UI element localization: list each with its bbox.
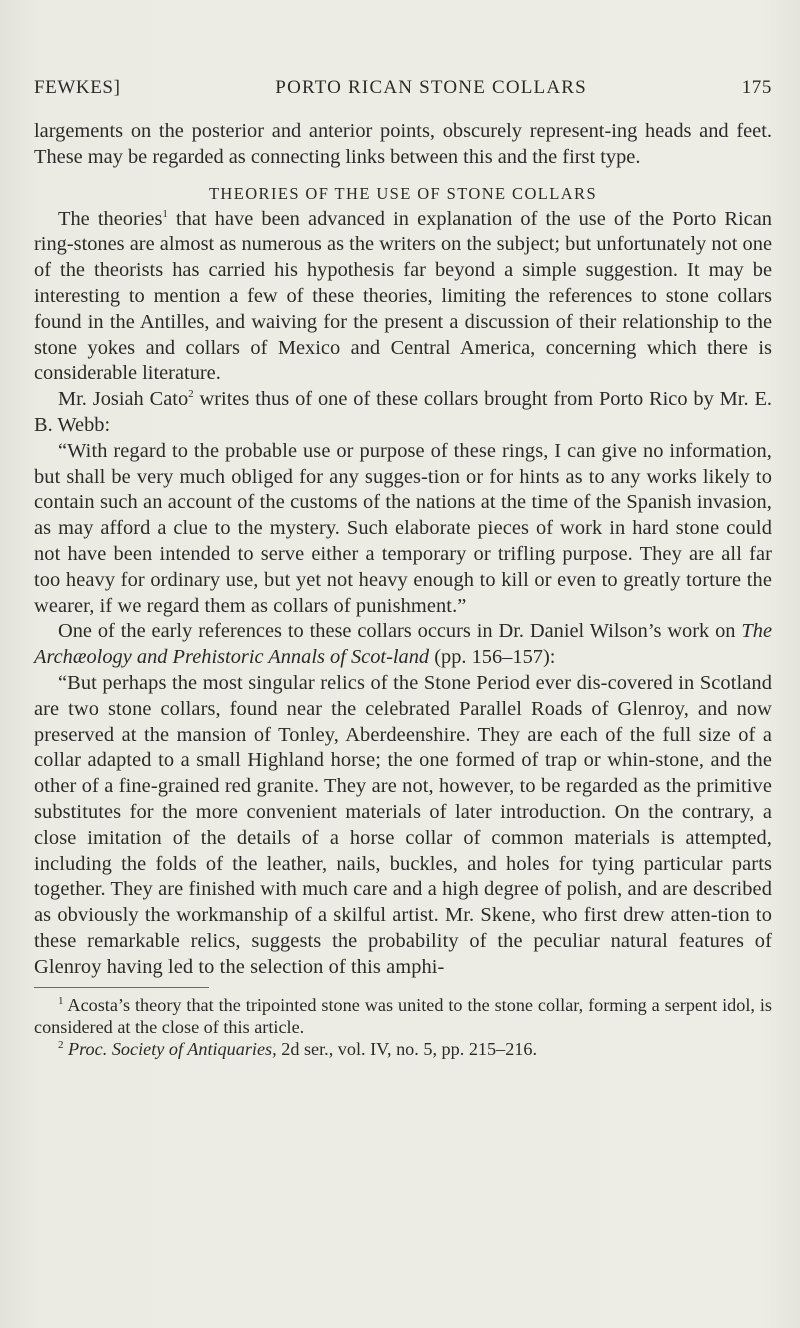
- paragraph-wilson-rest: (pp. 156–157):: [429, 646, 556, 669]
- running-head-author: FEWKES]: [34, 77, 121, 98]
- running-head-title: PORTO RICAN STONE COLLARS: [275, 77, 587, 98]
- page-number: 175: [741, 77, 772, 98]
- footnote-2-journal: Proc. Society of Antiquaries,: [63, 1038, 277, 1059]
- footnote-2-text: 2d ser., vol. IV, no. 5, pp. 215–216.: [276, 1038, 538, 1059]
- section-heading: THEORIES OF THE USE OF STONE COLLARS: [208, 183, 598, 203]
- book-title: The Archæology and Prehistoric Annals of Scot-land: [34, 620, 772, 669]
- paragraph-wilson-start: One of the early references to these collars occurs in Dr. Daniel Wilson’s work on: [58, 620, 742, 643]
- footnote-2: [34, 1038, 772, 1060]
- paragraph-cato: [34, 387, 772, 439]
- paragraph-theories-rest: that have been advanced in explanation of the use of the Porto Rican ring-stones are almost as numerous as the writers on the subject; but unfortunately not one of the theorists has carried his hypothesis far beyond a simple suggestion. It may be interesting to mention a few of these theories, limiting the references to stone collars found in the Antilles, and waiving for the present a discussion of their relationship to the stone yokes and collars of Mexico and Central America, concerning which there is considerable literature.: [34, 207, 772, 385]
- footnote-2-mark: 2: [58, 1038, 64, 1051]
- footnote-ref-1[interactable]: 1: [162, 207, 168, 220]
- footnote-1-mark: 1: [58, 994, 64, 1007]
- footnote-ref-2[interactable]: 2: [188, 388, 194, 401]
- paragraph-continuation: largements on the posterior and anterior points, obscurely represent-ing heads and feet. These may be regarded as connecting links between this and the first type.: [34, 120, 772, 168]
- footnote-1-text: Acosta’s theory that the tripointed stone was united to the stone collar, forming a serpent idol, is considered at the close of this article.: [34, 994, 772, 1037]
- paragraph-cato-rest: writes thus of one of these collars brought from Porto Rico by Mr. E. B. Webb:: [34, 388, 773, 436]
- quote-cato: “With regard to the probable use or purpose of these rings, I can give no information, but shall be very much obliged for any sugges-tion or for hints as to any works likely to contain such an account of the customs of the nations at the time of the Spanish invasion, as may afford a clue to the mystery. Such elaborate pieces of work in hard stone could not have been intended to serve either a temporary or trifling purpose. They are all far too heavy for ordinary use, but yet not heavy enough to kill or even to greatly torture the wearer, if we regard them as collars of punishment.”: [34, 439, 772, 617]
- footnotes: [34, 994, 772, 1060]
- paragraph-theories: [34, 207, 772, 388]
- footnote-1: [34, 994, 772, 1038]
- paragraph-theories-start: The theories: [58, 207, 163, 230]
- quote-wilson: “But perhaps the most singular relics of the Stone Period ever dis-covered in Scotland are two stone collars, found near the celebrated Parallel Roads of Glenroy, and now preserved at the mansion of Tonley, Aberdeenshire. They are each of the full size of a collar adapted to a small Highland horse; the one formed of trap or whin-stone, and the other of a fine-grained red granite. They are not, however, to be regarded as the primitive substitutes for the more convenient materials of later introduction. On the contrary, a close imitation of the details of a horse collar of common materials is attempted, including the folds of the leather, nails, buckles, and holes for tying particular parts together. They are finished with much care and a high degree of polish, and are described as obviously the workmanship of a skilful artist. Mr. Skene, who first drew atten-tion to these remarkable relics, suggests the probability of the peculiar natural features of Glenroy having led to the selection of this amphi-: [34, 671, 772, 978]
- running-head: [34, 77, 772, 109]
- footnote-divider: [34, 987, 209, 988]
- paragraph-wilson: [34, 619, 772, 671]
- paragraph-cato-start: Mr. Josiah Cato: [58, 388, 189, 411]
- body-text: [34, 119, 772, 981]
